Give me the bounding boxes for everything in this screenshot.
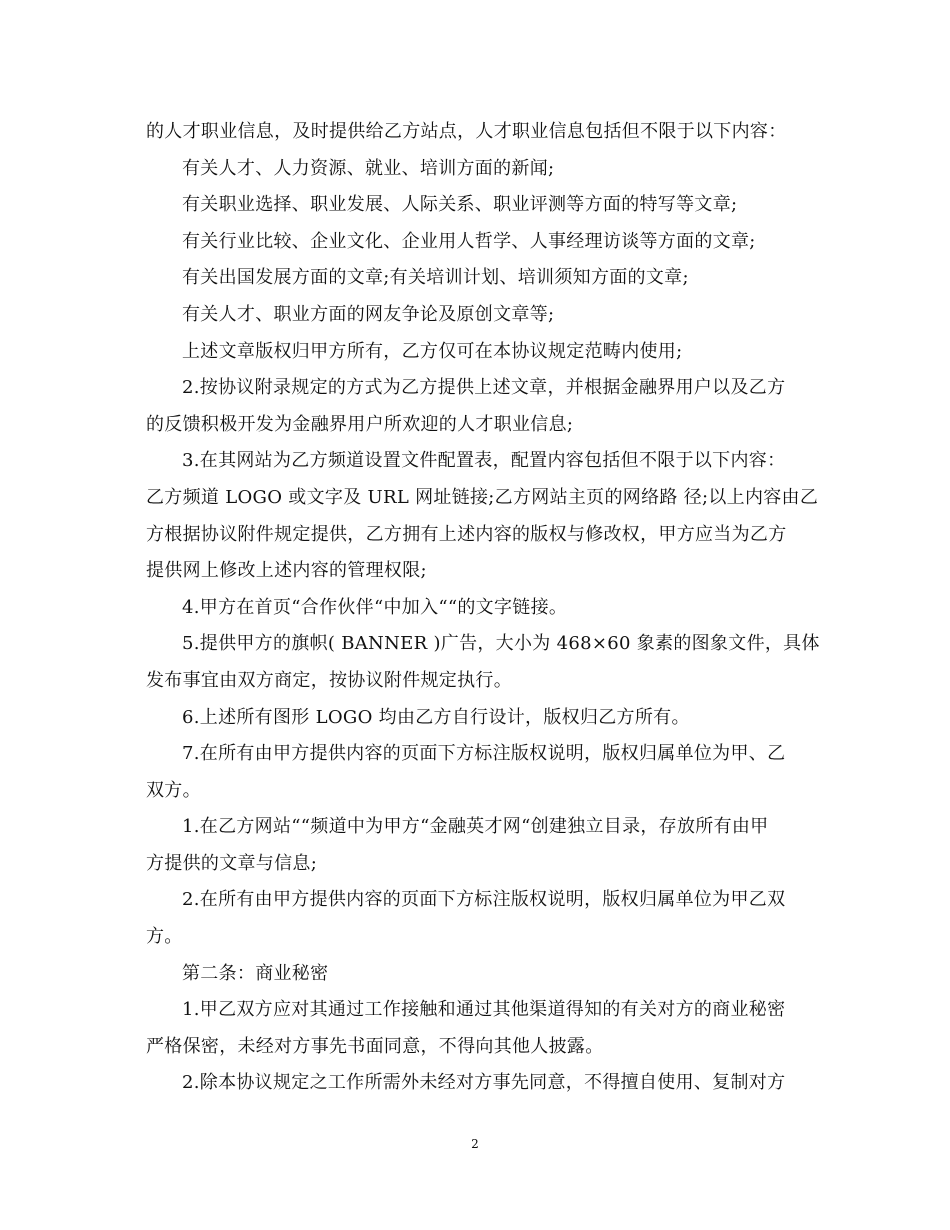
text-line: 上述文章版权归甲方所有，乙方仅可在本协议规定范畴内使用; <box>182 340 683 362</box>
text-line: 双方。 <box>146 779 201 801</box>
text-line: 方提供的文章与信息; <box>146 852 318 874</box>
text-line: 1.甲乙双方应对其通过工作接触和通过其他渠道得知的有关对方的商业秘密 <box>182 999 786 1021</box>
text-line: 乙方频道 LOGO 或文字及 URL 网址链接;乙方网站主页的网络路 径;以上内容由乙 <box>146 486 819 508</box>
text-line: 2.在所有由甲方提供内容的页面下方标注版权说明，版权归属单位为甲乙双 <box>182 889 786 911</box>
text-line: 有关人才、职业方面的网友争论及原创文章等; <box>182 303 555 325</box>
page-number: 2 <box>471 1137 479 1151</box>
body-text <box>146 114 820 1102</box>
text-line: 的人才职业信息，及时提供给乙方站点，人才职业信息包括但不限于以下内容： <box>146 121 787 142</box>
text-line: 有关出国发展方面的文章;有关培训计划、培训须知方面的文章; <box>182 267 689 289</box>
text-line: 有关职业选择、职业发展、人际关系、职业评测等方面的特写等文章; <box>182 194 738 216</box>
text-line: 4.甲方在首页“合作伙伴“中加入““的文字链接。 <box>182 596 568 618</box>
text-line: 1.在乙方网站““频道中为甲方“金融英才网“创建独立目录，存放所有由甲 <box>182 816 769 838</box>
text-line: 5.提供甲方的旗帜( BANNER )广告，大小为 468×60 象素的图象文件，具体 <box>182 633 820 655</box>
text-line: 2.除本协议规定之工作所需外未经对方事先同意，不得擅自使用、复制对方 <box>182 1072 786 1094</box>
text-line: 7.在所有由甲方提供内容的页面下方标注版权说明，版权归属单位为甲、乙 <box>182 743 786 765</box>
text-line: 2.按协议附录规定的方式为乙方提供上述文章，并根据金融界用户以及乙方 <box>182 377 786 399</box>
text-line: 的反馈积极开发为金融界用户所欢迎的人才职业信息; <box>146 413 574 435</box>
text-line: 提供网上修改上述内容的管理权限; <box>146 560 427 582</box>
text-line: 方根据协议附件规定提供，乙方拥有上述内容的版权与修改权，甲方应当为乙方 <box>146 523 787 545</box>
text-line: 有关人才、人力资源、就业、培训方面的新闻; <box>182 157 555 179</box>
text-line: 3.在其网站为乙方频道设置文件配置表，配置内容包括但不限于以下内容： <box>182 450 786 472</box>
text-line: 6.上述所有图形 LOGO 均由乙方自行设计，版权归乙方所有。 <box>182 706 690 728</box>
text-line: 有关行业比较、企业文化、企业用人哲学、人事经理访谈等方面的文章; <box>182 230 756 252</box>
text-line: 方。 <box>146 926 183 948</box>
text-line: 发布事宜由双方商定，按协议附件规定执行。 <box>146 669 512 691</box>
text-line: 严格保密，未经对方事先书面同意，不得向其他人披露。 <box>146 1035 604 1057</box>
section-heading: 第二条：商业秘密 <box>182 962 329 984</box>
